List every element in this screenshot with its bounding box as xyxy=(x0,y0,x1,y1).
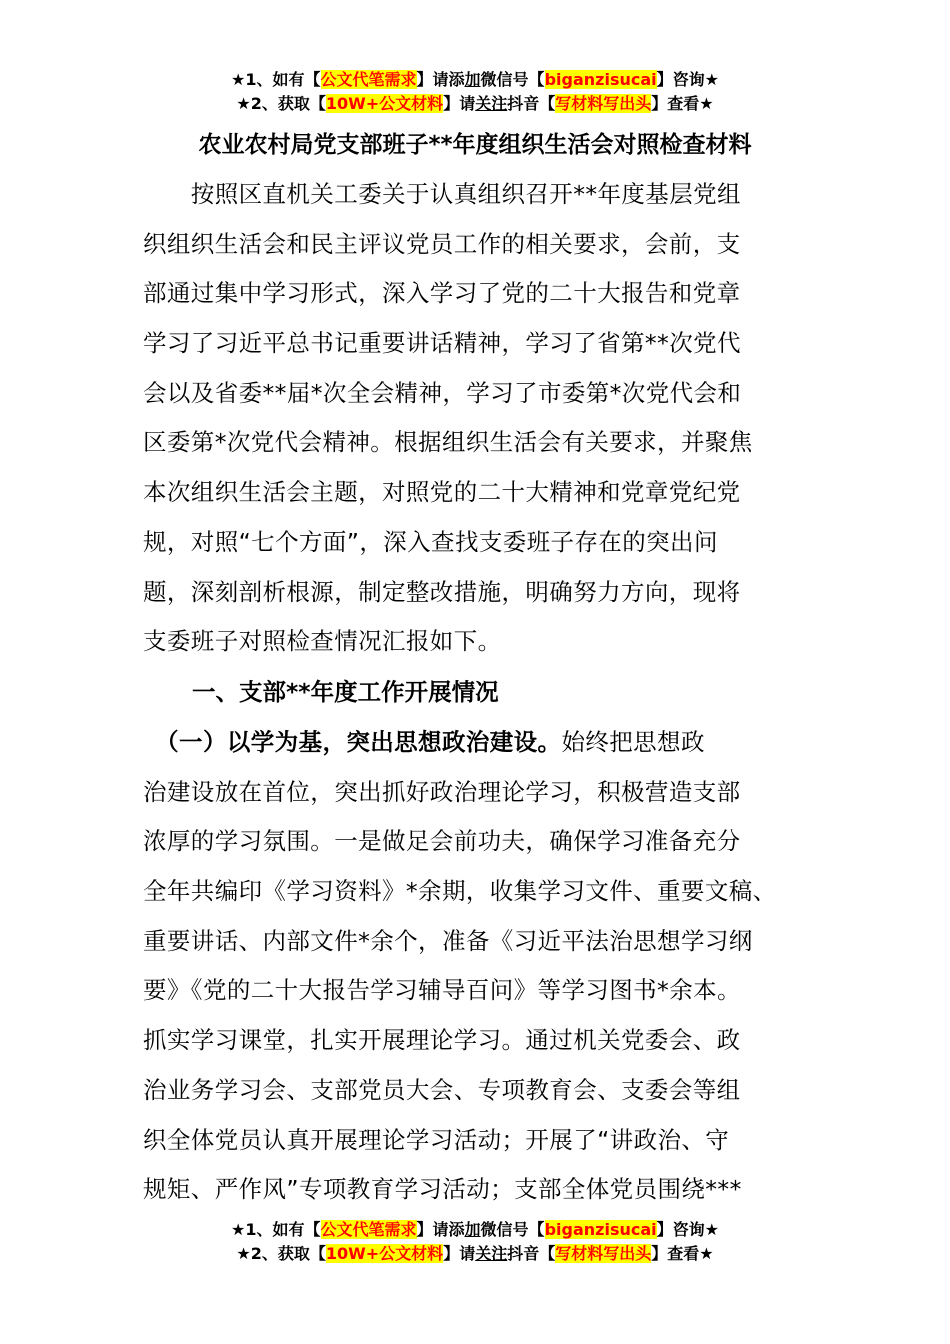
promo-text: ★1、如有【 xyxy=(231,1220,321,1239)
promo-text: 】查看★ xyxy=(651,94,714,113)
text-line: 治业务学习会、支部党员大会、专项教育会、支委会等组 xyxy=(143,1075,741,1104)
promo-highlight: 公文代笔需求 xyxy=(320,70,417,89)
promo-highlight: 公文代笔需求 xyxy=(320,1220,417,1239)
paragraph-intro xyxy=(143,170,813,667)
promo-text: 】查看★ xyxy=(651,1244,714,1263)
promo-text: 抖音【 xyxy=(507,94,556,113)
text-line: 浓厚的学习氛围。一是做足会前功夫，确保学习准备充分 xyxy=(143,827,741,856)
document-title: 农业农村局党支部班子**年度组织生活会对照检查材料 xyxy=(198,132,752,158)
text-line: 治建设放在首位，突出抓好政治理论学习，积极营造支部 xyxy=(143,777,741,806)
promo-underline: 关注 xyxy=(475,1244,508,1263)
promo-line-1 xyxy=(0,1218,950,1242)
promo-text: 微信号【 xyxy=(480,1220,545,1239)
subsection-heading: （一）以学为基，突出思想政治建设。 xyxy=(143,728,562,756)
text-line xyxy=(143,718,813,768)
text-line: 区委第*次党代会精神。根据组织生活会有关要求，并聚焦 xyxy=(143,428,753,457)
promo-banner-bottom xyxy=(0,1218,950,1266)
promo-highlight: 10W+公文材料 xyxy=(325,94,444,113)
promo-highlight: 10W+公文材料 xyxy=(325,1244,444,1263)
promo-banner-top xyxy=(0,68,950,116)
text-line: 会以及省委**届*次全会精神，学习了市委第*次党代会和 xyxy=(143,378,742,407)
text-line: 全年共编印《学习资料》*余期，收集学习文件、重要文稿、 xyxy=(143,877,777,906)
promo-line-2 xyxy=(0,92,950,116)
promo-underline: 加 xyxy=(464,1220,481,1239)
text-line: 本次组织生活会主题，对照党的二十大精神和党章党纪党 xyxy=(143,478,741,507)
promo-text: 抖音【 xyxy=(507,1244,556,1263)
promo-highlight: 写材料写出头 xyxy=(555,94,652,113)
text-line: 要》《党的二十大报告学习辅导百问》等学习图书*余本。 xyxy=(143,976,741,1005)
text-line: 规，对照“七个方面”，深入查找支委班子存在的突出问 xyxy=(143,527,718,556)
text-line: 部通过集中学习形式，深入学习了党的二十大报告和党章 xyxy=(143,279,741,308)
text-line: 按照区直机关工委关于认真组织召开**年度基层党组 xyxy=(143,180,741,208)
promo-text: 】请添 xyxy=(416,1220,465,1239)
text-line: 学习了习近平总书记重要讲话精神，学习了省第**次党代 xyxy=(143,329,741,358)
promo-text: 微信号【 xyxy=(480,70,545,89)
promo-text: 】咨询★ xyxy=(656,1220,719,1239)
promo-text: 】请 xyxy=(443,94,476,113)
promo-text: 】请 xyxy=(443,1244,476,1263)
text-line: 规矩、严作风”专项教育学习活动；支部全体党员围绕*** xyxy=(143,1175,742,1204)
promo-text: ★2、获取【 xyxy=(236,94,326,113)
text-line: 织全体党员认真开展理论学习活动；开展了“讲政治、守 xyxy=(143,1125,730,1154)
promo-text: ★1、如有【 xyxy=(231,70,321,89)
text-line: 题，深刻剖析根源，制定整改措施，明确努力方向，现将 xyxy=(143,577,741,606)
paragraph-section-1 xyxy=(143,718,813,1215)
promo-line-2 xyxy=(0,1242,950,1266)
promo-line-1 xyxy=(0,68,950,92)
promo-text: 】请添 xyxy=(416,70,465,89)
promo-text: 】咨询★ xyxy=(656,70,719,89)
text-line: 抓实学习课堂，扎实开展理论学习。通过机关党委会、政 xyxy=(143,1026,741,1055)
promo-highlight: biganzisucai xyxy=(544,1220,657,1239)
promo-underline: 加 xyxy=(464,70,481,89)
text-run: 始终把思想政 xyxy=(561,728,705,756)
promo-highlight: biganzisucai xyxy=(544,70,657,89)
promo-highlight: 写材料写出头 xyxy=(555,1244,652,1263)
text-line: 织组织生活会和民主评议党员工作的相关要求，会前，支 xyxy=(143,229,741,258)
promo-underline: 关注 xyxy=(475,94,508,113)
promo-text: ★2、获取【 xyxy=(236,1244,326,1263)
text-line: 重要讲话、内部文件*余个，准备《习近平法治思想学习纲 xyxy=(143,926,753,955)
text-line: 支委班子对照检查情况汇报如下。 xyxy=(143,627,502,656)
section-heading: 一、支部**年度工作开展情况 xyxy=(192,678,499,706)
